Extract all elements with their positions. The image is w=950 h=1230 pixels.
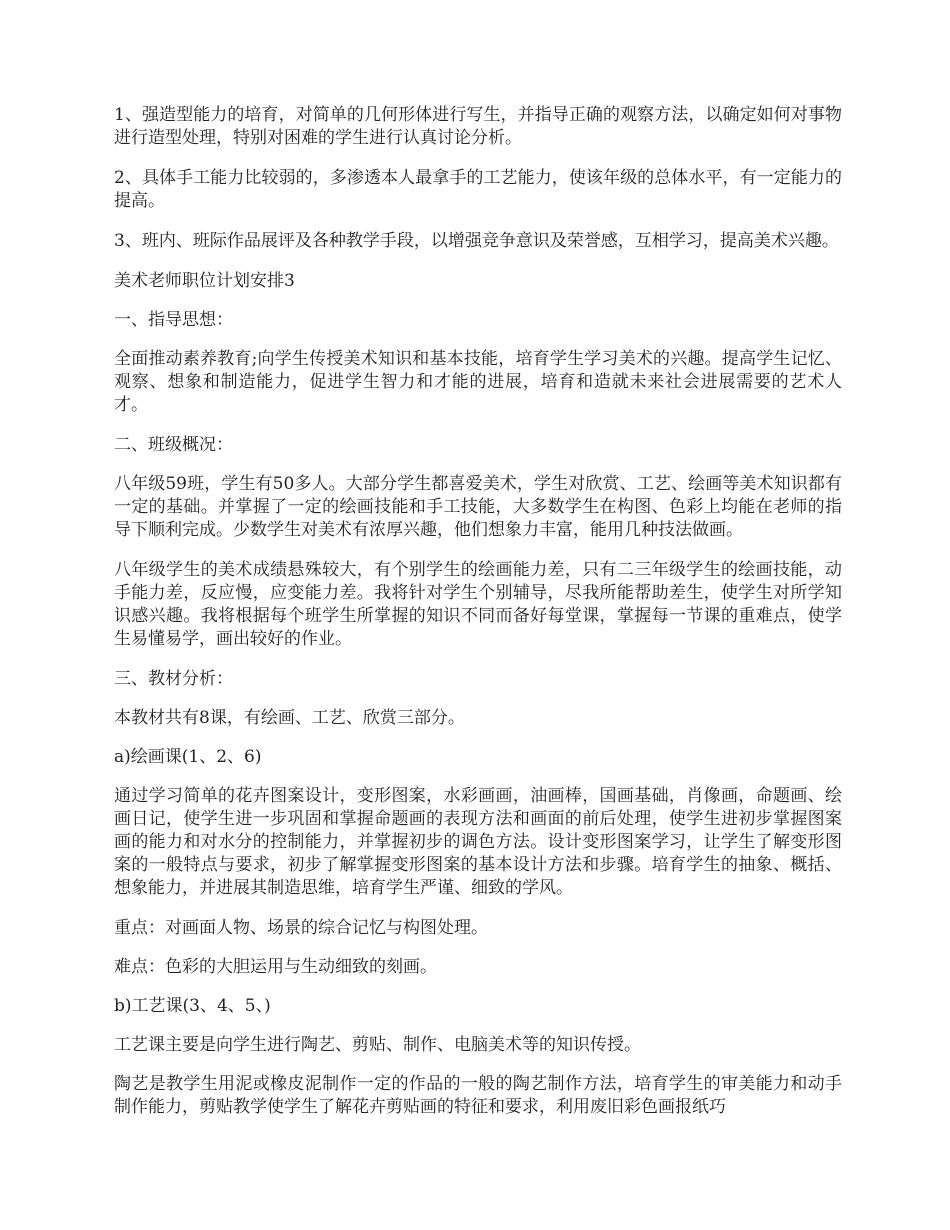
heading-painting-class: a)绘画课(1、2、6) bbox=[114, 747, 262, 767]
heading-textbook-analysis: 三、教材分析： bbox=[114, 669, 233, 689]
paragraph-painting-class: 通过学习简单的花卉图案设计，变形图案，水彩画画，油画棒，国画基础，肖像画，命题画、绘画日记，使学生进一步巩固和掌握命题画的表现方法和画面的前后处理，使学生进初步掌握图案画的能力和对水分的控制能力，并掌握初步的调色方法。设计变形图案学习，让学生了解变形图案的一般特点与要求，初步了解掌握变形图案的基本设计方法和步骤。培育学生的抽象、概括、想象能力，并进展其制造思维，培育学生严谨、细致的学风。 bbox=[114, 786, 842, 898]
section-title: 美术老师职位计划安排3 bbox=[114, 271, 295, 291]
paragraph-craft-class: 工艺课主要是向学生进行陶艺、剪贴、制作、电脑美术等的知识传授。 bbox=[114, 1035, 641, 1055]
paragraph-class-overview-1: 八年级59班，学生有50多人。大部分学生都喜爱美术，学生对欣赏、工艺、绘画等美术知识都有一定的基础。并掌握了一定的绘画技能和手工技能，大多数学生在构图、色彩上均能在老师的指导下顺利完成。少数学生对美术有浓厚兴趣，他们想象力丰富，能用几种技法做画。 bbox=[114, 474, 842, 540]
paragraph-3: 3、班内、班际作品展评及各种教学手段，以增强竞争意识及荣誉感，互相学习，提高美术兴趣。 bbox=[114, 231, 839, 251]
heading-guiding-thought: 一、指导思想： bbox=[114, 310, 233, 330]
heading-craft-class: b)工艺课(3、4、5、) bbox=[114, 996, 271, 1016]
paragraph-difficult-point: 难点：色彩的大胆运用与生动细致的刻画。 bbox=[114, 957, 437, 977]
paragraph-2: 2、具体手工能力比较弱的，多渗透本人最拿手的工艺能力，使该年级的总体水平，有一定能力的提高。 bbox=[114, 168, 842, 211]
paragraph-class-overview-2: 八年级学生的美术成绩悬殊较大，有个别学生的绘画能力差，只有二三年级学生的绘画技能，动手能力差，反应慢，应变能力差。我将针对学生个别辅导，尽我所能帮助差生，使学生对所学知识感兴趣。我将根据每个班学生所掌握的知识不同而备好每堂课，掌握每一节课的重难点，使学生易懂易学，画出较好的作业。 bbox=[114, 560, 842, 649]
document-page bbox=[114, 104, 842, 1136]
heading-class-overview: 二、班级概况： bbox=[114, 435, 233, 455]
paragraph-key-point: 重点：对画面人物、场景的综合记忆与构图处理。 bbox=[114, 918, 488, 938]
paragraph-textbook-summary: 本教材共有8课，有绘画、工艺、欣赏三部分。 bbox=[114, 708, 465, 728]
paragraph-guiding-thought: 全面推动素养教育;向学生传授美术知识和基本技能，培育学生学习美术的兴趣。提高学生记忆、观察、想象和制造能力，促进学生智力和才能的进展，培育和造就未来社会进展需要的艺术人才。 bbox=[114, 349, 842, 415]
paragraph-pottery: 陶艺是教学生用泥或橡皮泥制作一定的作品的一般的陶艺制作方法，培育学生的审美能力和动手制作能力，剪贴教学使学生了解花卉剪贴画的特征和要求，利用废旧彩色画报纸巧 bbox=[114, 1074, 842, 1117]
paragraph-1: 1、强造型能力的培育，对简单的几何形体进行写生，并指导正确的观察方法，以确定如何对事物进行造型处理，特别对困难的学生进行认真讨论分析。 bbox=[114, 105, 842, 148]
